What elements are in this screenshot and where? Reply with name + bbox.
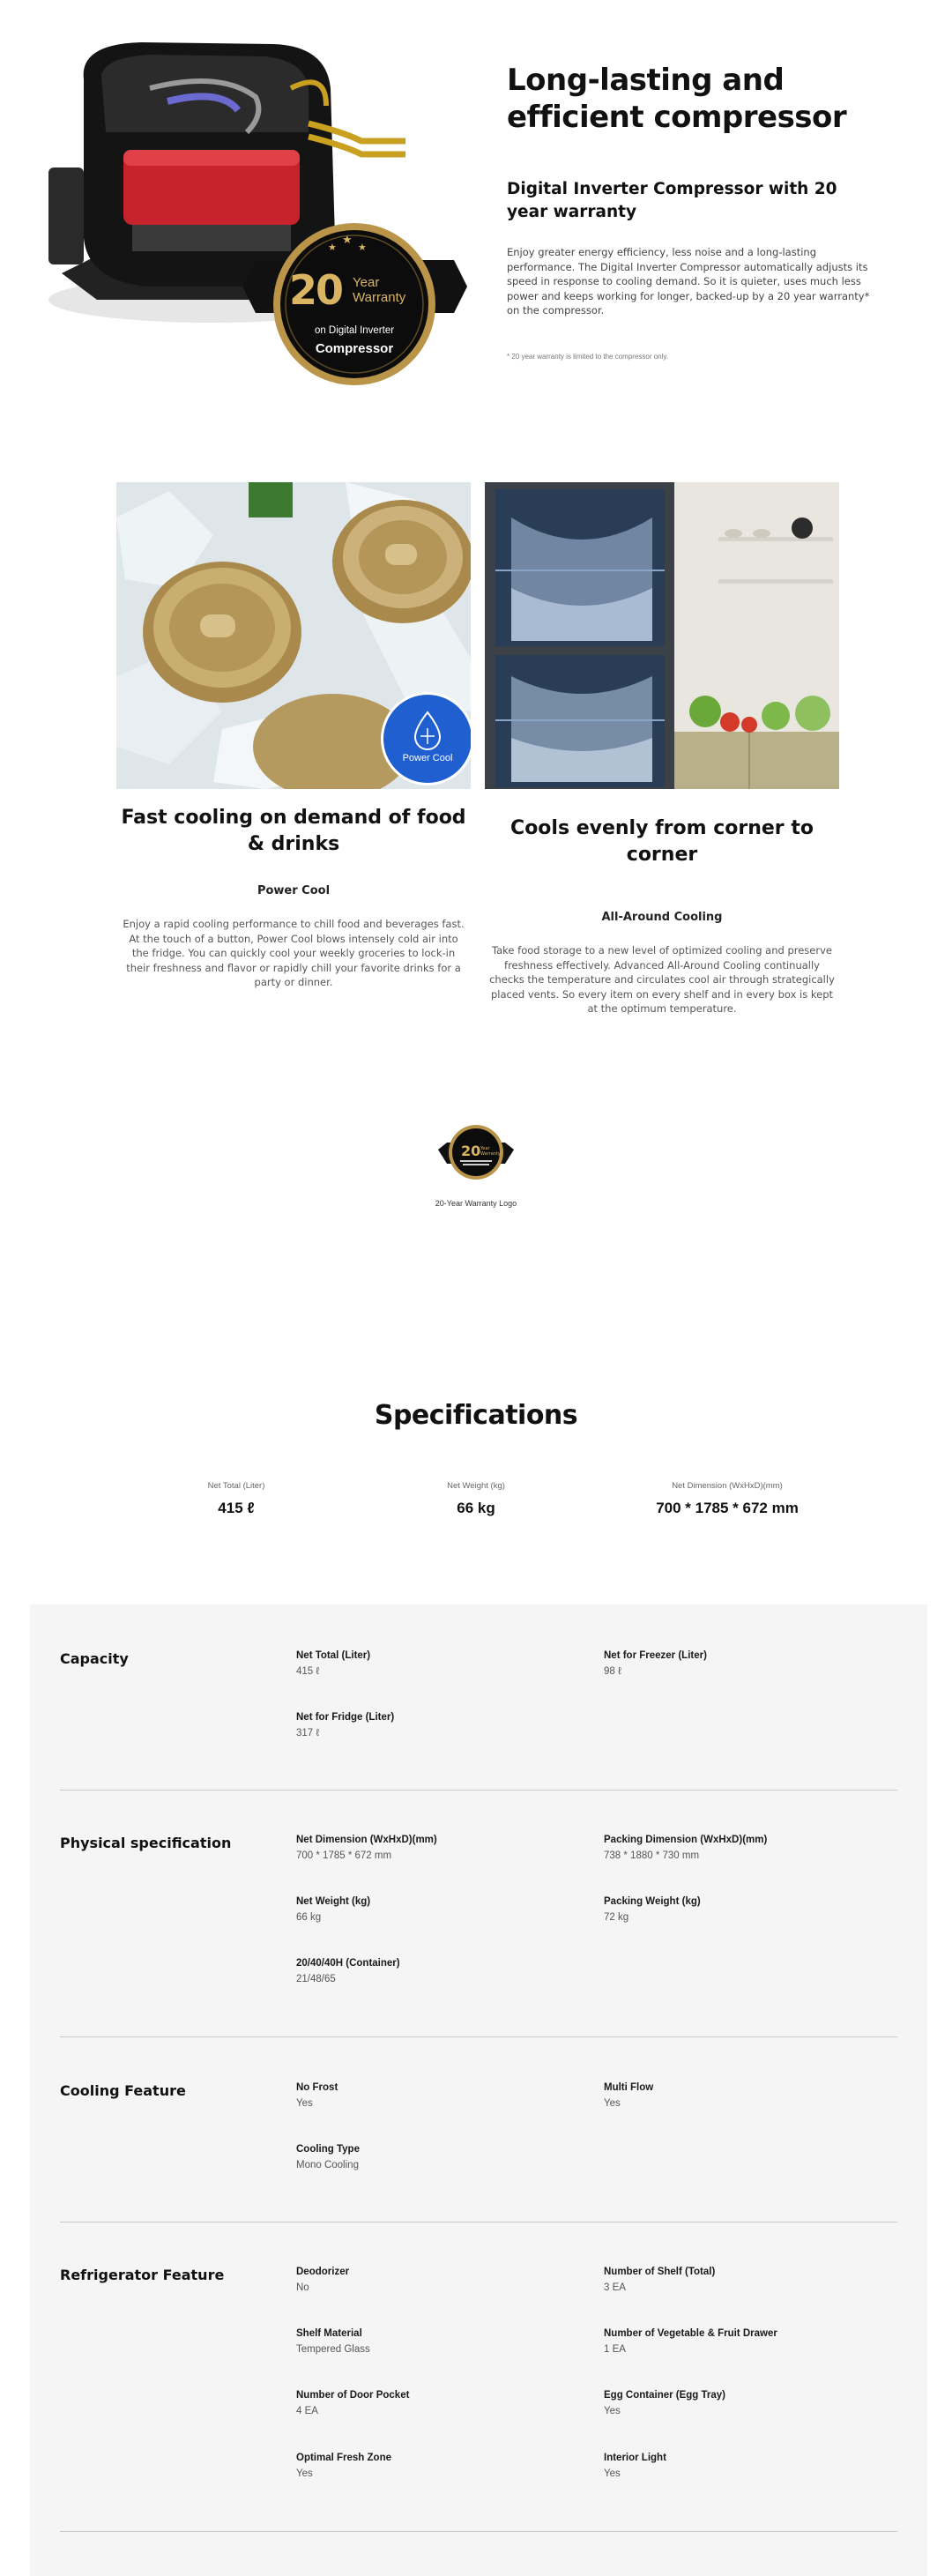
spec-item [296,2267,561,2293]
spec-label: Cooling Type [296,2144,360,2155]
feature-title-all-around-cooling: Cools evenly from corner to corner [510,817,814,866]
spec-divider [60,2531,897,2532]
spec-value: Mono Cooling [296,2160,359,2170]
svg-text:★: ★ [328,242,337,253]
spec-label: Net for Fridge (Liter) [296,1712,395,1723]
spec-label: Interior Light [604,2453,666,2463]
spec-value: 3 EA [604,2282,626,2293]
spec-value: Yes [604,2468,621,2479]
warranty-badge-year: Year [353,275,380,290]
spec-label: Deodorizer [296,2267,350,2277]
spec-label: 20/40/40H (Container) [296,1958,400,1969]
spec-value: 66 kg [296,1912,322,1923]
power-cool-badge [381,692,471,785]
spec-value: 4 EA [296,2406,318,2416]
spec-item [296,2144,561,2170]
feature-subtitle-all-around-cooling: All-Around Cooling [601,911,723,924]
spec-value: 72 kg [604,1912,629,1923]
spec-divider [60,1790,897,1791]
summary-value: 700 * 1785 * 672 mm [656,1500,799,1516]
spec-value: 738 * 1880 * 730 mm [604,1850,700,1861]
spec-item [296,2328,561,2355]
warranty-badge-line1: on Digital Inverter [314,325,395,336]
power-cool-image [116,482,471,789]
spec-label: Packing Dimension (WxHxD)(mm) [604,1835,768,1845]
feature-title-power-cool: Fast cooling on demand of food & drinks [121,807,466,855]
spec-group-refrigerator [60,2267,897,2557]
spec-value: Yes [296,2098,313,2109]
svg-text:Year: Year [480,1146,490,1151]
compressor-image [44,35,476,406]
summary-value: 66 kg [457,1500,495,1516]
compressor-text [507,62,877,318]
spec-value: 21/48/65 [296,1974,336,1984]
spec-item [604,1835,868,1861]
spec-value: 1 EA [604,2344,626,2355]
spec-group-title: Physical specification [60,1835,232,1851]
specifications-title: Specifications [374,1400,578,1431]
svg-text:Warranty: Warranty [480,1151,501,1157]
compressor-footnote: * 20 year warranty is limited to the compressor only. [507,353,669,361]
spec-value: Tempered Glass [296,2344,370,2355]
spec-item [296,2082,561,2109]
all-around-cooling-image [485,482,839,789]
spec-divider [60,2036,897,2037]
spec-label: No Frost [296,2082,338,2093]
spec-label: Egg Container (Egg Tray) [604,2390,726,2401]
spec-item [604,2390,868,2416]
svg-text:★: ★ [358,242,367,253]
spec-item [296,2453,561,2479]
spec-label: Shelf Material [296,2328,362,2339]
features-section [116,482,839,1015]
spec-value: No [296,2282,309,2293]
spec-value: Yes [296,2468,313,2479]
spec-label: Net Total (Liter) [296,1650,371,1661]
spec-item [296,2390,561,2416]
warranty-logo-section [0,1115,952,1217]
spec-item [296,1896,561,1923]
compressor-description: Enjoy greater energy efficiency, less noise and a long-lasting performance. The Digital Inverter Compressor automatically adjusts its speed in response to cooling demand. So it is quieter, uses much less power and keeps working for longer, backed-up by a 20 year warranty* on the compressor. [507,246,870,316]
power-cool-badge-label: Power Cool [402,753,453,763]
spec-value: 98 ℓ [604,1666,621,1677]
warranty-logo-caption: 20-Year Warranty Logo [435,1199,517,1208]
spec-item [604,2328,868,2355]
feature-description-all-around-cooling: Take food storage to a new level of optimized cooling and preserve freshness effectively. Advanced All-Around Cooling continually checks the temperature and circulates cool air through strategically placed vents. So every item on every shelf and in every box is kept at the optimum temperature. [489,944,835,1015]
spec-summary [0,1481,952,1534]
spec-item [296,1835,561,1861]
spec-value: 317 ℓ [296,1728,320,1738]
spec-label: Multi Flow [604,2082,654,2093]
spec-table [30,1604,927,2576]
warranty-badge-line2: Compressor [315,341,394,356]
spec-label: Net Dimension (WxHxD)(mm) [296,1835,437,1845]
compressor-section [0,0,952,423]
svg-text:★: ★ [342,234,353,247]
warranty-badge-warranty: Warranty [353,290,406,305]
summary-net-total [113,1481,360,1517]
warranty-badge-number: 20 [289,266,343,314]
spec-group-title: Refrigerator Feature [60,2267,225,2283]
spec-group-title: Capacity [60,1650,129,1667]
spec-label: Optimal Fresh Zone [296,2453,391,2463]
spec-value: Yes [604,2098,621,2109]
spec-group-cooling [60,2082,897,2241]
warranty-logo-image [436,1123,516,1185]
compressor-title: Long-lasting and efficient compressor [507,63,847,135]
spec-item [604,2267,868,2293]
spec-item [604,2082,868,2109]
summary-value: 415 ℓ [218,1500,255,1516]
spec-label: Number of Door Pocket [296,2390,410,2401]
summary-label: Net Total (Liter) [207,1481,265,1491]
spec-group-physical [60,1835,897,2051]
spec-value: 700 * 1785 * 672 mm [296,1850,392,1861]
spec-item [604,1896,868,1923]
spec-value: 415 ℓ [296,1666,320,1677]
feature-card-all-around-cooling [485,482,839,1016]
spec-item [296,1958,561,1984]
summary-label: Net Dimension (WxHxD)(mm) [672,1481,783,1491]
compressor-subtitle: Digital Inverter Compressor with 20 year warranty [507,180,837,221]
spec-value: Yes [604,2406,621,2416]
spec-label: Number of Shelf (Total) [604,2267,716,2277]
spec-label: Packing Weight (kg) [604,1896,701,1907]
summary-label: Net Weight (kg) [447,1481,505,1491]
feature-description-power-cool: Enjoy a rapid cooling performance to chill food and beverages fast. At the touch of a button, Power Cool blows intensely cold air into the fridge. You can quickly cool your weekly groceries to lock-in their freshness and flavor or rapidly chill your favorite drinks for a party or dinner. [123,918,465,988]
spec-label: Net Weight (kg) [296,1896,371,1907]
svg-text:20: 20 [461,1143,481,1159]
summary-net-weight [353,1481,599,1517]
feature-subtitle-power-cool: Power Cool [257,884,331,897]
spec-item [296,1650,561,1677]
spec-group-title: Cooling Feature [60,2082,186,2099]
spec-item [604,2453,868,2479]
spec-label: Net for Freezer (Liter) [604,1650,707,1661]
spec-item [604,1650,868,1677]
spec-item [296,1712,561,1738]
spec-group-capacity [60,1650,897,1791]
feature-card-power-cool [116,482,471,990]
summary-net-dimension [604,1481,851,1517]
spec-label: Number of Vegetable & Fruit Drawer [604,2328,777,2339]
